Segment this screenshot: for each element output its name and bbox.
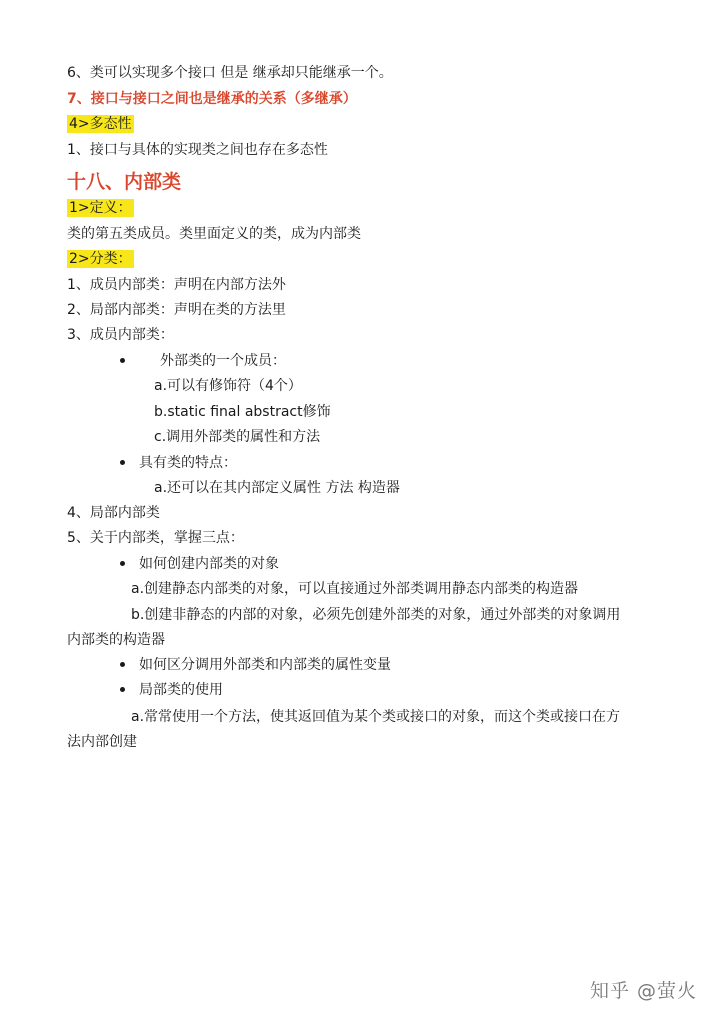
text-line: 5、关于内部类，掌握三点： [67,530,244,546]
text-line: a.创建静态内部类的对象，可以直接通过外部类调用静态内部类的构造器 [131,581,579,597]
section-heading: 十八、内部类 [67,171,182,193]
section-label: 4>多态性 [69,116,132,132]
text-line: 类的第五类成员。类里面定义的类，成为内部类 [67,226,361,242]
text-line: 4、局部内部类 [67,505,160,521]
text-line: c.调用外部类的属性和方法 [154,429,321,445]
text-line: 1、成员内部类：声明在内部方法外 [67,277,286,293]
text-line: b.创建非静态的内部的对象，必须先创建外部类的对象，通过外部类的对象调用 [131,607,621,623]
text-line: 1、接口与具体的实现类之间也存在多态性 [67,142,328,158]
bullet-icon [120,358,125,363]
text-line: 2、局部内部类：声明在类的方法里 [67,302,286,318]
text-line-red: 7、接口与接口之间也是继承的关系（多继承） [67,91,357,107]
text-line: 6、类可以实现多个接口 但是 继承却只能继承一个。 [67,65,393,81]
list-item: 局部类的使用 [139,682,223,698]
text-line: a.还可以在其内部定义属性 方法 构造器 [154,480,400,496]
list-item: 具有类的特点： [139,455,237,471]
list-item: 外部类的一个成员： [160,353,286,369]
text-line: 3、成员内部类： [67,327,174,343]
text-line: a.常常使用一个方法，使其返回值为某个类或接口的对象，而这个类或接口在方 [131,709,621,725]
text-line: 内部类的构造器 [67,632,165,648]
list-item: 如何区分调用外部类和内部类的属性变量 [139,657,391,673]
section-label: 2>分类： [69,251,132,267]
text-line: 法内部创建 [67,734,137,750]
bullet-icon [120,460,125,465]
watermark: 知乎 @萤火 [590,980,698,1002]
bullet-icon [120,662,125,667]
text-line: b.static final abstract修饰 [154,404,331,420]
bullet-icon [120,687,125,692]
bullet-icon [120,561,125,566]
section-label: 1>定义： [69,200,132,216]
list-item: 如何创建内部类的对象 [139,556,279,572]
text-line: a.可以有修饰符（4个） [154,378,302,394]
